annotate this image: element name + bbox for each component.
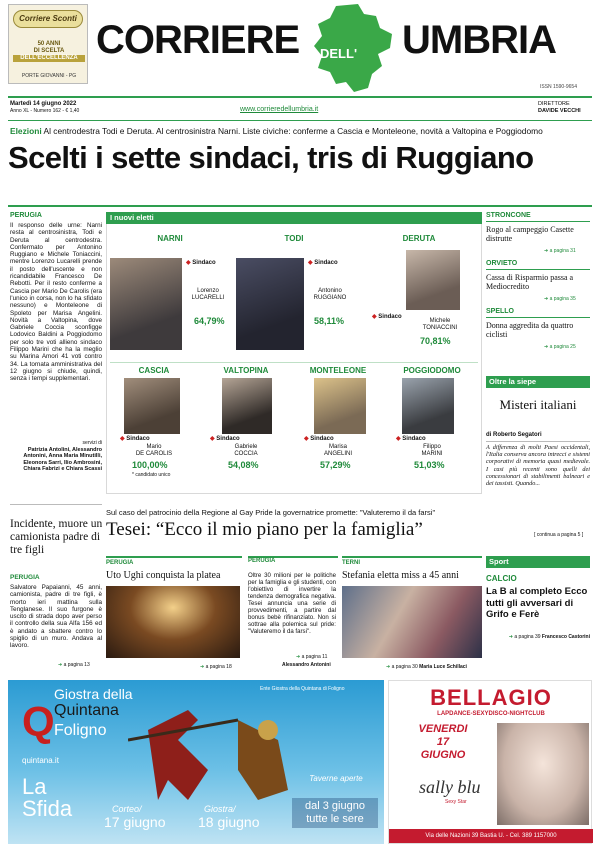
right-title-1[interactable]: Rogo al campeggio Casette distrutte <box>486 225 574 243</box>
cand-decarolis: Mario DE CAROLIS <box>135 444 173 457</box>
cand-angelini: Marisa ANGELINI <box>323 444 352 457</box>
town-poggiodomo: POGGIODOMO <box>403 366 461 375</box>
right-ref-1: ➜ a pagina 31 <box>544 248 576 254</box>
town-cascia: CASCIA <box>138 366 170 375</box>
terni-ref: ➜ a pagina 30 Maria Luce Schillaci <box>386 664 467 670</box>
pct-decarolis: 100,00% <box>132 460 168 470</box>
bellagio-photo <box>497 723 589 825</box>
perugia2-ref: ➜ a pagina 11 <box>296 654 328 660</box>
siepe-label: Oltre la siepe <box>486 376 590 388</box>
photo-angelini <box>314 378 366 434</box>
perugia1-ref: ➜ a pagina 18 <box>200 664 232 670</box>
taverne-dates: dal 3 giugno tutte le sere <box>292 798 378 828</box>
giostra-label: Giostra/ <box>204 804 236 814</box>
concert-photo <box>106 586 240 658</box>
tesei-title[interactable]: Tesei: “Ecco il mio piano per la famiglia” <box>106 519 423 540</box>
bellagio-sub: LAPDANCE-SEXYDISCO-NIGHTCLUB <box>437 711 545 717</box>
corteo-label: Corteo/ <box>112 804 142 814</box>
ente: Ente Giostra della Quintana di Foligno <box>260 686 345 692</box>
cand-toniaccini: Michele TONIACCINI <box>422 318 458 331</box>
tesei-kicker: Sul caso del patrocinio della Regione al Gay Pride la governatrice promette: "Valuteremo il da farsi" <box>106 508 436 517</box>
terni-tag: TERNI <box>342 560 360 566</box>
siepe-title[interactable]: Misteri italiani <box>499 397 577 412</box>
photo-marini <box>402 378 454 434</box>
calcio-ref: ➜ a pagina 39 Francesco Castorini <box>508 634 590 640</box>
calcio-title[interactable]: La B al completo Ecco tutti gli avversari di Grifo e Ferè <box>486 586 588 620</box>
town-narni: NARNI <box>157 234 183 243</box>
quintana-title2: Quintana <box>54 702 119 719</box>
masthead-right: UMBRIA <box>402 18 556 62</box>
quintana-sfida: La Sfida <box>22 774 73 821</box>
siepe-author: di Roberto Segatori <box>486 432 542 438</box>
supplement-logo <box>8 4 88 84</box>
pct-toniaccini: 70,81% <box>420 336 451 346</box>
photo-toniaccini <box>406 250 460 310</box>
cand-ruggiano: Antonino RUGGIANO <box>313 288 347 301</box>
logo-small: PORTE GIOVANNI - PG <box>21 73 77 79</box>
siepe-cont: [ continua a pagina 5 ] <box>534 532 584 538</box>
bellagio-address: Via delle Nazioni 39 Bastia U. - Cel. 389 1157000 <box>389 829 593 843</box>
miss-photo <box>342 586 482 658</box>
cand-lucarelli: Lorenzo LUCARELLI <box>191 288 225 301</box>
giostra-date: 18 giugno <box>198 814 260 830</box>
pct-ruggiano: 58,11% <box>314 316 345 326</box>
bellagio-star: Sexy Star <box>445 799 467 805</box>
right-tag-1: STRONCONE <box>486 212 531 219</box>
masthead-left: CORRIERE <box>96 18 300 62</box>
issue-date: Martedì 14 giugno 2022 <box>10 101 77 107</box>
right-title-3[interactable]: Donna aggredita da quattro ciclisti <box>486 321 574 339</box>
bellagio-name: BELLAGIO <box>430 685 552 710</box>
right-title-2[interactable]: Cassa di Risparmio passa a Mediocredito <box>486 273 574 291</box>
town-valtopina: VALTOPINA <box>223 366 269 375</box>
pct-coccia: 54,08% <box>228 460 259 470</box>
director: DIRETTORE DAVIDE VECCHI <box>538 101 581 114</box>
perugia2-author: Alessandro Antonini <box>282 662 331 668</box>
incidente-tag: PERUGIA <box>10 574 40 581</box>
topline-tag: Elezioni <box>10 126 42 136</box>
left-article-body: Il responso delle urne: Narni resta al centrosinistra, Todi e Deruta al centrodestra. Confermato per Antonino Ruggiano e Michele Toniaccini, mentre Lorenzo Lucarelli prende il posto dell'uscente e non ricandidabile Francesco De Rebotti. Per il resto conferme a Cascia per Mario De Carolis (era l'unico in corsa, non lo ha sfidato nessuno) e Monteleone di Spoleto per Marisa Angelini. Novità a Valtopina, dove Gabriele Coccia sconfigge Lodovico Baldini a Poggiodomo per solo tre voti allieno sindaco Filippo Marini che ha la meglio su Marina Amori 41 voti contro 34. La tornata amministrativa del 12 giugno si chiude, quindi, senza i tempi supplementari. <box>10 222 102 383</box>
logo-badge: Corriere Sconti <box>13 10 83 28</box>
pct-marini: 51,03% <box>414 460 445 470</box>
topline <box>10 126 590 136</box>
topline-text: Al centrodestra Todi e Deruta. Al centrosinistra Narni. Liste civiche: conferme a Cascia e Monteleone, novità a Valtopina e Poggiodomo <box>43 126 543 136</box>
quintana-title1: Giostra della <box>54 686 133 702</box>
left-servizi: servizi di <box>82 440 102 446</box>
knight-icon <box>128 700 298 810</box>
left-authors: Patrizia Antolini, Alessandro Antonini, Anna Maria Minutilli, Eleonora Sarri, Ilio Ambrosini, Chiara Fabrizi e Chiara Scassi <box>23 447 102 473</box>
issue-meta: Anno XL - Numero 162 - € 1,40 <box>10 108 80 114</box>
note-decarolis: * candidato unico <box>132 472 171 478</box>
incidente-title[interactable]: Incidente, muore un camionista padre di tre figli <box>10 518 103 556</box>
left-tag: PERUGIA <box>10 212 42 219</box>
right-ref-2: ➜ a pagina 35 <box>544 296 576 302</box>
logo-anniversary: 50 ANNI DI SCELTA DELL'ECCELLENZA <box>13 41 85 62</box>
right-tag-2: ORVIETO <box>486 260 518 267</box>
pct-angelini: 57,29% <box>320 460 351 470</box>
incidente-body: Salvatore Papaianni, 45 anni, camionista, padre di tre figli, è morto ieri mattina sulla Tenglanese. Il suo furgone è uscito di strada dopo aver perso il controllo della sua Alfa 156 ed è andato a sbattere contro lo spiglio di un muro. Andava al lavoro. <box>10 584 102 650</box>
issn: ISSN 1590-9654 <box>540 84 577 90</box>
calcio-label: CALCIO <box>486 574 517 583</box>
photo-decarolis <box>124 378 180 434</box>
bellagio-script: sally blu <box>419 777 481 797</box>
eletti-header: I nuovi eletti <box>106 212 482 224</box>
bellagio-date: VENERDI 17 GIUGNO <box>418 723 468 761</box>
quintana-title3: Foligno <box>54 722 107 739</box>
sport-label: Sport <box>486 556 590 568</box>
masthead-dell: DELL' <box>320 46 358 61</box>
website-link[interactable]: www.corrieredellumbria.it <box>240 106 319 113</box>
cand-marini: Filippo MARINI <box>421 444 443 457</box>
perugia2-body: Oltre 30 milioni per le politiche per la famiglia e gli studenti, con l'obiettivo di invertire la tendenza demografica negativa. Tesei annuncia una serie di provvedimenti, a partire dal bonus bebè rifinanziato. Non si sottrae alla polemica sul pride: "Valuteremo il da farsi". <box>248 572 336 635</box>
photo-ruggiano <box>236 258 304 350</box>
photo-coccia <box>222 378 272 434</box>
ad-bellagio[interactable] <box>388 680 592 844</box>
pct-lucarelli: 64,79% <box>194 316 225 326</box>
town-deruta: DERUTA <box>402 234 436 243</box>
town-todi: TODI <box>284 234 304 243</box>
masthead <box>96 14 556 72</box>
cand-coccia: Gabriele COCCIA <box>234 444 258 457</box>
ad-quintana[interactable]: Giostra della Q Quintana Foligno quintana.it La Sfida Corteo/ 17 giugno Giostra/ 18 giugno Taverne aperte dal 3 giugno tutte le sere Ente Giostra della Quintana di Foligno <box>8 680 384 844</box>
perugia1-tag: PERUGIA <box>106 560 134 566</box>
taverne: Taverne aperte <box>309 774 363 783</box>
quintana-site: quintana.it <box>22 756 59 765</box>
dateline-rule <box>8 96 592 98</box>
dateline-left <box>10 101 79 114</box>
incidente-ref: ➜ a pagina 13 <box>58 662 90 668</box>
terni-title[interactable]: Stefania eletta miss a 45 anni <box>342 570 459 581</box>
siepe-body: A differenza di molti Paesi occidentali, l'Italia conserva ancora intrecci e sistemi corporativi di memoria quasi medievale. I casi più recenti sono quelli dei concessionari di stabilimenti balneari e dei tassisti. Quando... <box>486 444 590 488</box>
perugia1-title[interactable]: Uto Ughi conquista la platea <box>106 570 221 581</box>
main-headline[interactable]: Scelti i sette sindaci, tris di Ruggiano <box>8 140 534 175</box>
corteo-date: 17 giugno <box>104 814 166 830</box>
photo-lucarelli <box>110 258 182 350</box>
perugia2-tag: PERUGIA <box>248 558 276 564</box>
town-monteleone: MONTELEONE <box>309 366 367 375</box>
right-tag-3: SPELLO <box>486 308 515 315</box>
sindaco-label-narni: ◆ Sindaco <box>186 260 216 266</box>
right-ref-3: ➜ a pagina 25 <box>544 344 576 350</box>
